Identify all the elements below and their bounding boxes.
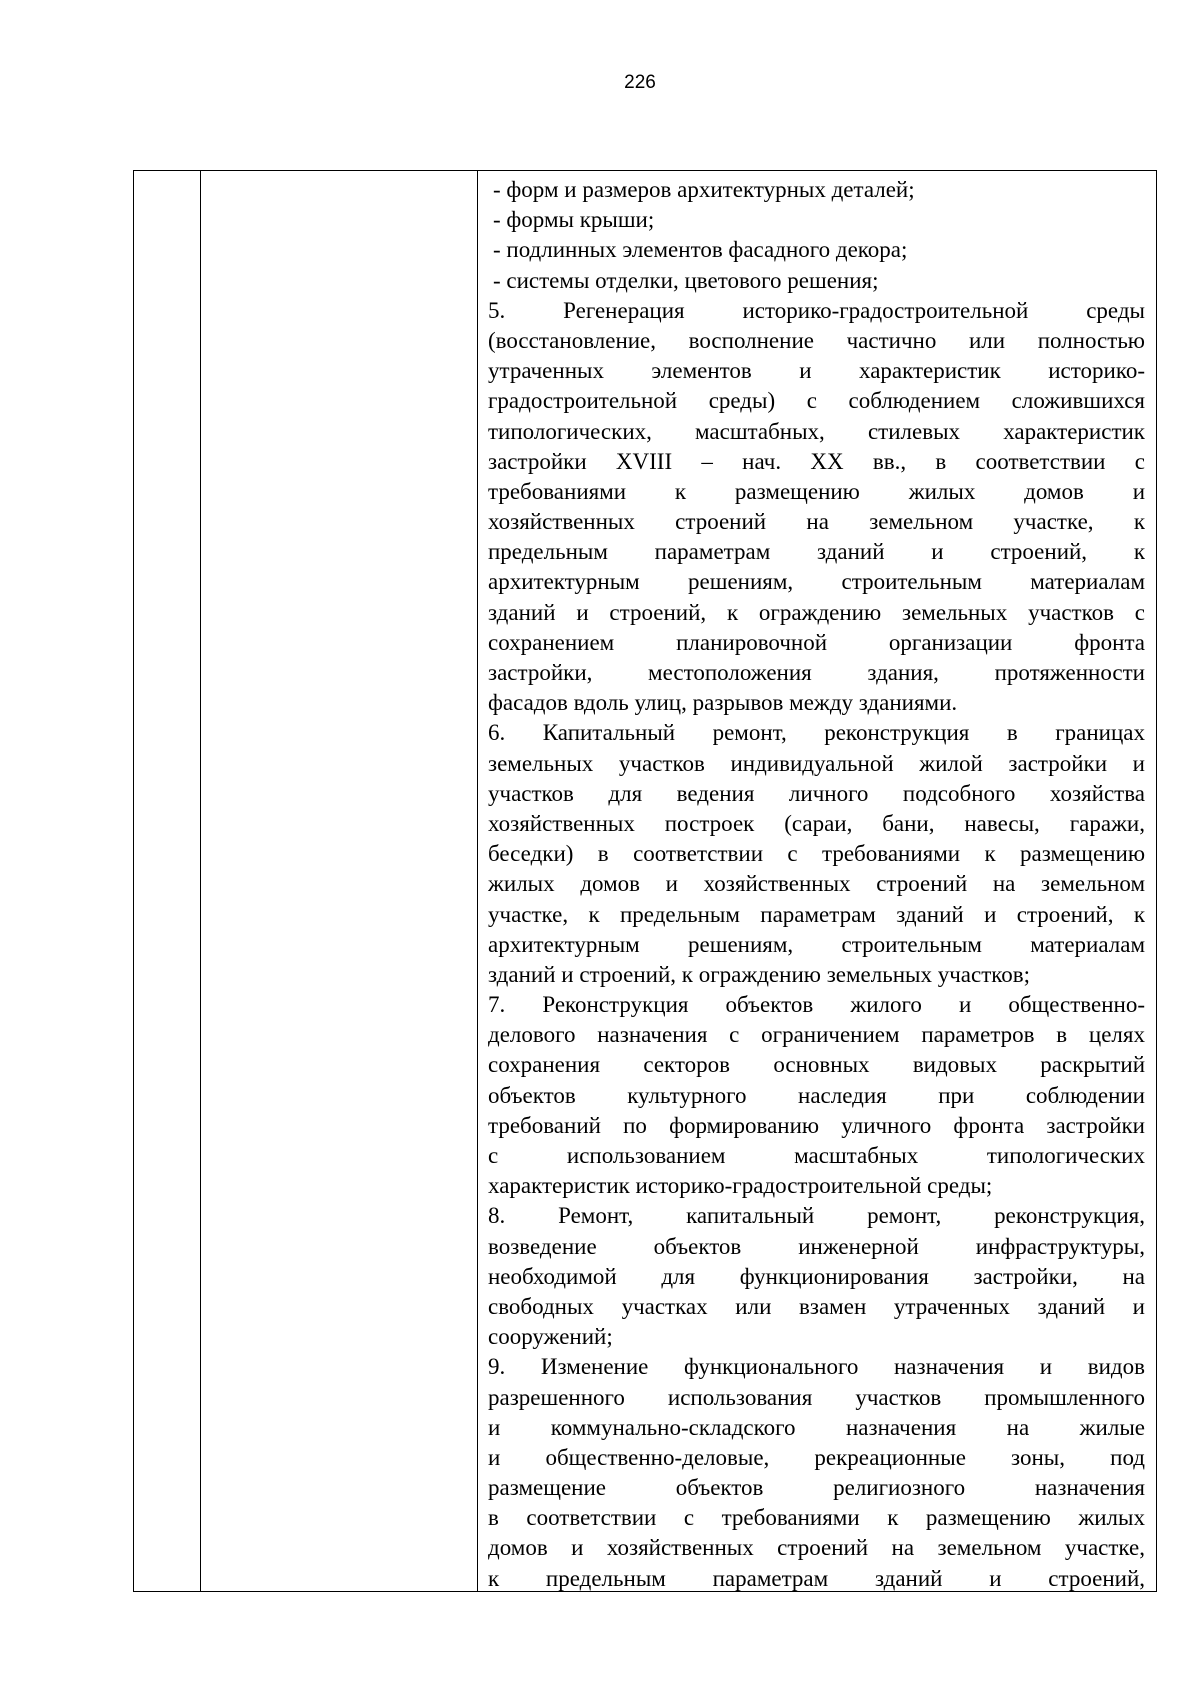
text-line: сохранением планировочной организации фронта — [488, 629, 1145, 655]
text-line: возведение объектов инженерной инфраструктуры, — [488, 1233, 1145, 1259]
text-line: - форм и размеров архитектурных деталей; — [493, 177, 915, 202]
text-line: 7. Реконструкция объектов жилого и общественно- — [488, 992, 1145, 1018]
text-line: требованиями к размещению жилых домов и — [488, 478, 1145, 504]
text-line: типологических, масштабных, стилевых характеристик — [488, 418, 1145, 444]
text-line: и общественно-деловые, рекреационные зоны, под — [488, 1444, 1145, 1470]
document-table — [133, 170, 1157, 1592]
table-cell-number — [134, 171, 201, 1591]
text-line: 9. Изменение функционального назначения и видов — [488, 1354, 1145, 1380]
text-line: разрешенного использования участков промышленного — [488, 1384, 1145, 1410]
text-line: объектов культурного наследия при соблюдении — [488, 1082, 1145, 1108]
text-line: в соответствии с требованиями к размещению жилых — [488, 1505, 1145, 1531]
table-cell-object — [201, 171, 478, 1591]
text-line: хозяйственных построек (сараи, бани, навесы, гаражи, — [488, 810, 1145, 836]
text-line: застройки XVIII – нач. XX вв., в соответствии с — [488, 448, 1145, 474]
text-line: утраченных элементов и характеристик историко- — [488, 358, 1145, 384]
text-line: необходимой для функционирования застройки, на — [488, 1263, 1145, 1289]
text-line: - подлинных элементов фасадного декора; — [493, 237, 908, 263]
text-line: (восстановление, восполнение частично или полностью — [488, 327, 1145, 353]
text-line: сохранения секторов основных видовых раскрытий — [488, 1052, 1145, 1078]
text-line: 8. Ремонт, капитальный ремонт, реконструкция, — [488, 1203, 1145, 1229]
text-line: архитектурным решениям, строительным материалам — [488, 569, 1145, 595]
text-line: зданий и строений, к ограждению земельных участков; — [488, 961, 1031, 987]
text-line: - формы крыши; — [493, 207, 655, 233]
text-line: предельным параметрам зданий и строений, к — [488, 539, 1145, 565]
text-line: размещение объектов религиозного назначения — [488, 1475, 1145, 1501]
text-line: зданий и строений, к ограждению земельных участков с — [488, 599, 1145, 625]
text-line: участке, к предельным параметрам зданий и строений, к — [488, 901, 1145, 927]
text-line: - системы отделки, цветового решения; — [493, 267, 879, 293]
table-cell-requirements — [478, 171, 1156, 1591]
text-line: к предельным параметрам зданий и строений, — [488, 1565, 1145, 1591]
text-line: жилых домов и хозяйственных строений на земельном — [488, 871, 1145, 897]
text-line: застройки, местоположения здания, протяженности — [488, 660, 1145, 685]
text-line: 5. Регенерация историко-градостроительной среды — [488, 297, 1145, 323]
page-number: 226 — [624, 72, 656, 93]
text-line: домов и хозяйственных строений на земельном участке, — [488, 1535, 1145, 1561]
text-line: и коммунально-складского назначения на жилые — [488, 1414, 1145, 1440]
text-line: делового назначения с ограничением параметров в целях — [488, 1022, 1145, 1048]
text-line: с использованием масштабных типологических — [488, 1143, 1145, 1168]
text-line: свободных участках или взамен утраченных зданий и — [488, 1293, 1145, 1319]
text-line: земельных участков индивидуальной жилой застройки и — [488, 750, 1145, 776]
text-line: сооружений; — [488, 1324, 613, 1350]
text-line: архитектурным решениям, строительным материалам — [488, 931, 1145, 957]
text-line: фасадов вдоль улиц, разрывов между зданиями. — [488, 690, 958, 716]
text-line: беседки) в соответствии с требованиями к размещению — [488, 841, 1145, 867]
text-line: требований по формированию уличного фронта застройки — [488, 1112, 1145, 1138]
text-line: 6. Капитальный ремонт, реконструкция в границах — [488, 720, 1145, 746]
text-line: хозяйственных строений на земельном участке, к — [488, 509, 1145, 535]
text-line: характеристик историко-градостроительной среды; — [488, 1173, 993, 1199]
text-line: градостроительной среды) с соблюдением сложившихся — [488, 388, 1145, 414]
text-line: участков для ведения личного подсобного хозяйства — [488, 780, 1145, 806]
